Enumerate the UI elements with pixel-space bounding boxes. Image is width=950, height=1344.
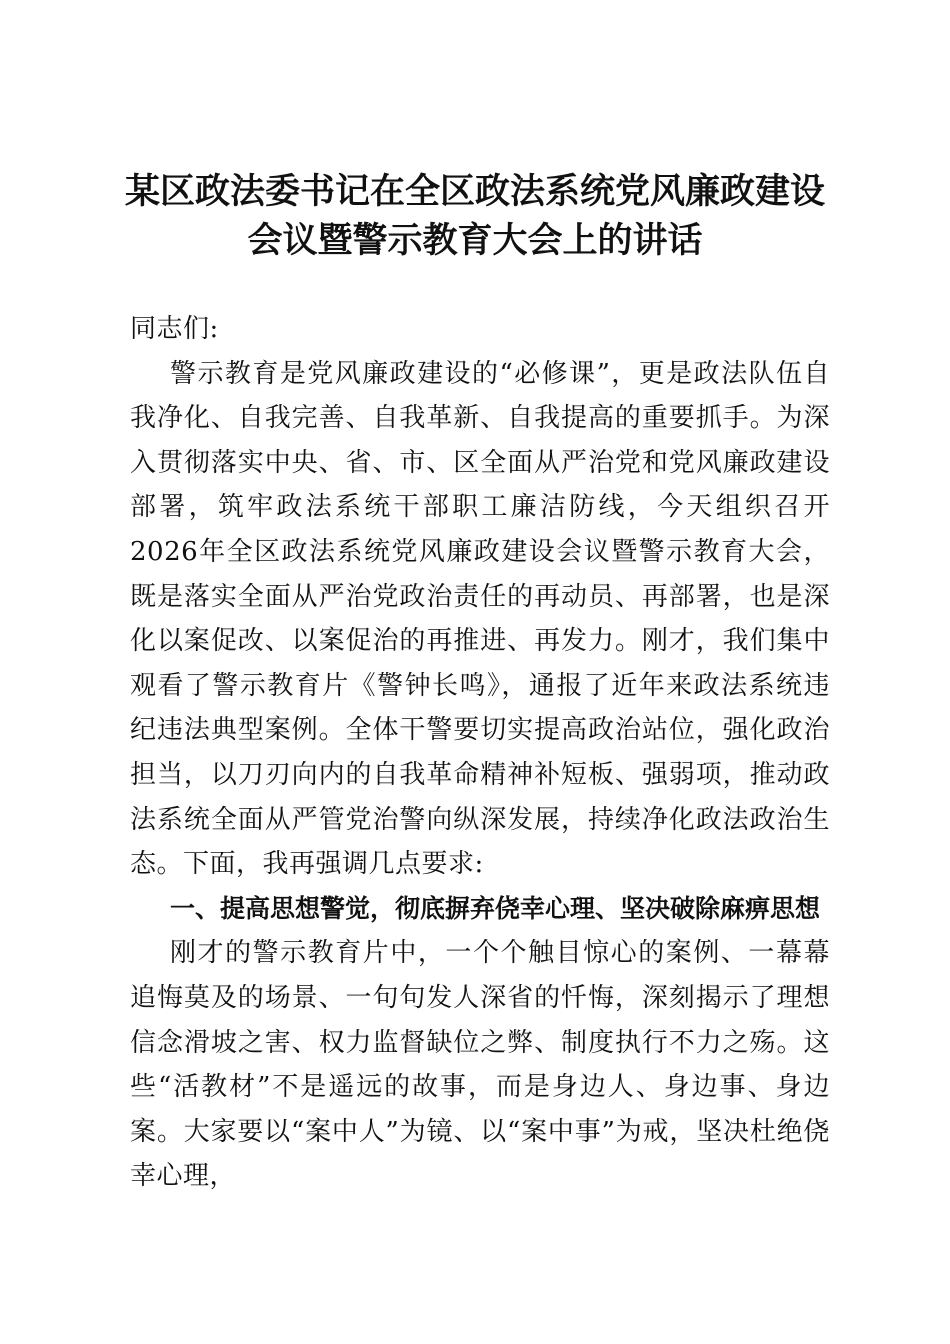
title-line-1: 某区政法委书记在全区政法系统党风廉政建设 [124, 172, 825, 212]
intro-paragraph: 警示教育是党风廉政建设的“必修课”，更是政法队伍自我净化、自我完善、自我革新、自我提高的重要抓手。为深入贯彻落实中央、省、市、区全面从严治党和党风廉政建设部署，筑牢政法系统干部职工廉洁防线，今天组织召开2026年全区政法系统党风廉政建设会议暨警示教育大会，既是落实全面从严治党政治责任的再动员、再部署，也是深化以案促改、以案促治的再推进、再发力。刚才，我们集中观看了警示教育片《警钟长鸣》，通报了近年来政法系统违纪违法典型案例。全体干警要切实提高政治站位，强化政治担当，以刀刃向内的自我革命精神补短板、强弱项，推动政法系统全面从严管党治警向纵深发展，持续净化政法政治生态。下面，我再强调几点要求: [130, 358, 830, 880]
title-line-2: 会议暨警示教育大会上的讲话 [247, 221, 703, 261]
document-title [120, 168, 830, 266]
section-1-paragraph: 刚才的警示教育片中，一个个触目惊心的案例、一幕幕追悔莫及的场景、一句句发人深省的忏悔，深刻揭示了理想信念滑坡之害、权力监督缺位之弊、制度执行不力之殇。这些“活教材”不是遥远的故事，而是身边人、身边事、身边案。大家要以“案中人”为镜、以“案中事”为戒，坚决杜绝侥幸心理， [130, 938, 830, 1192]
document-body [130, 307, 830, 1199]
section-heading-1: 一、提高思想警觉，彻底摒弃侥幸心理、坚决破除麻痹思想 [170, 893, 821, 923]
salutation: 同志们: [130, 314, 219, 344]
